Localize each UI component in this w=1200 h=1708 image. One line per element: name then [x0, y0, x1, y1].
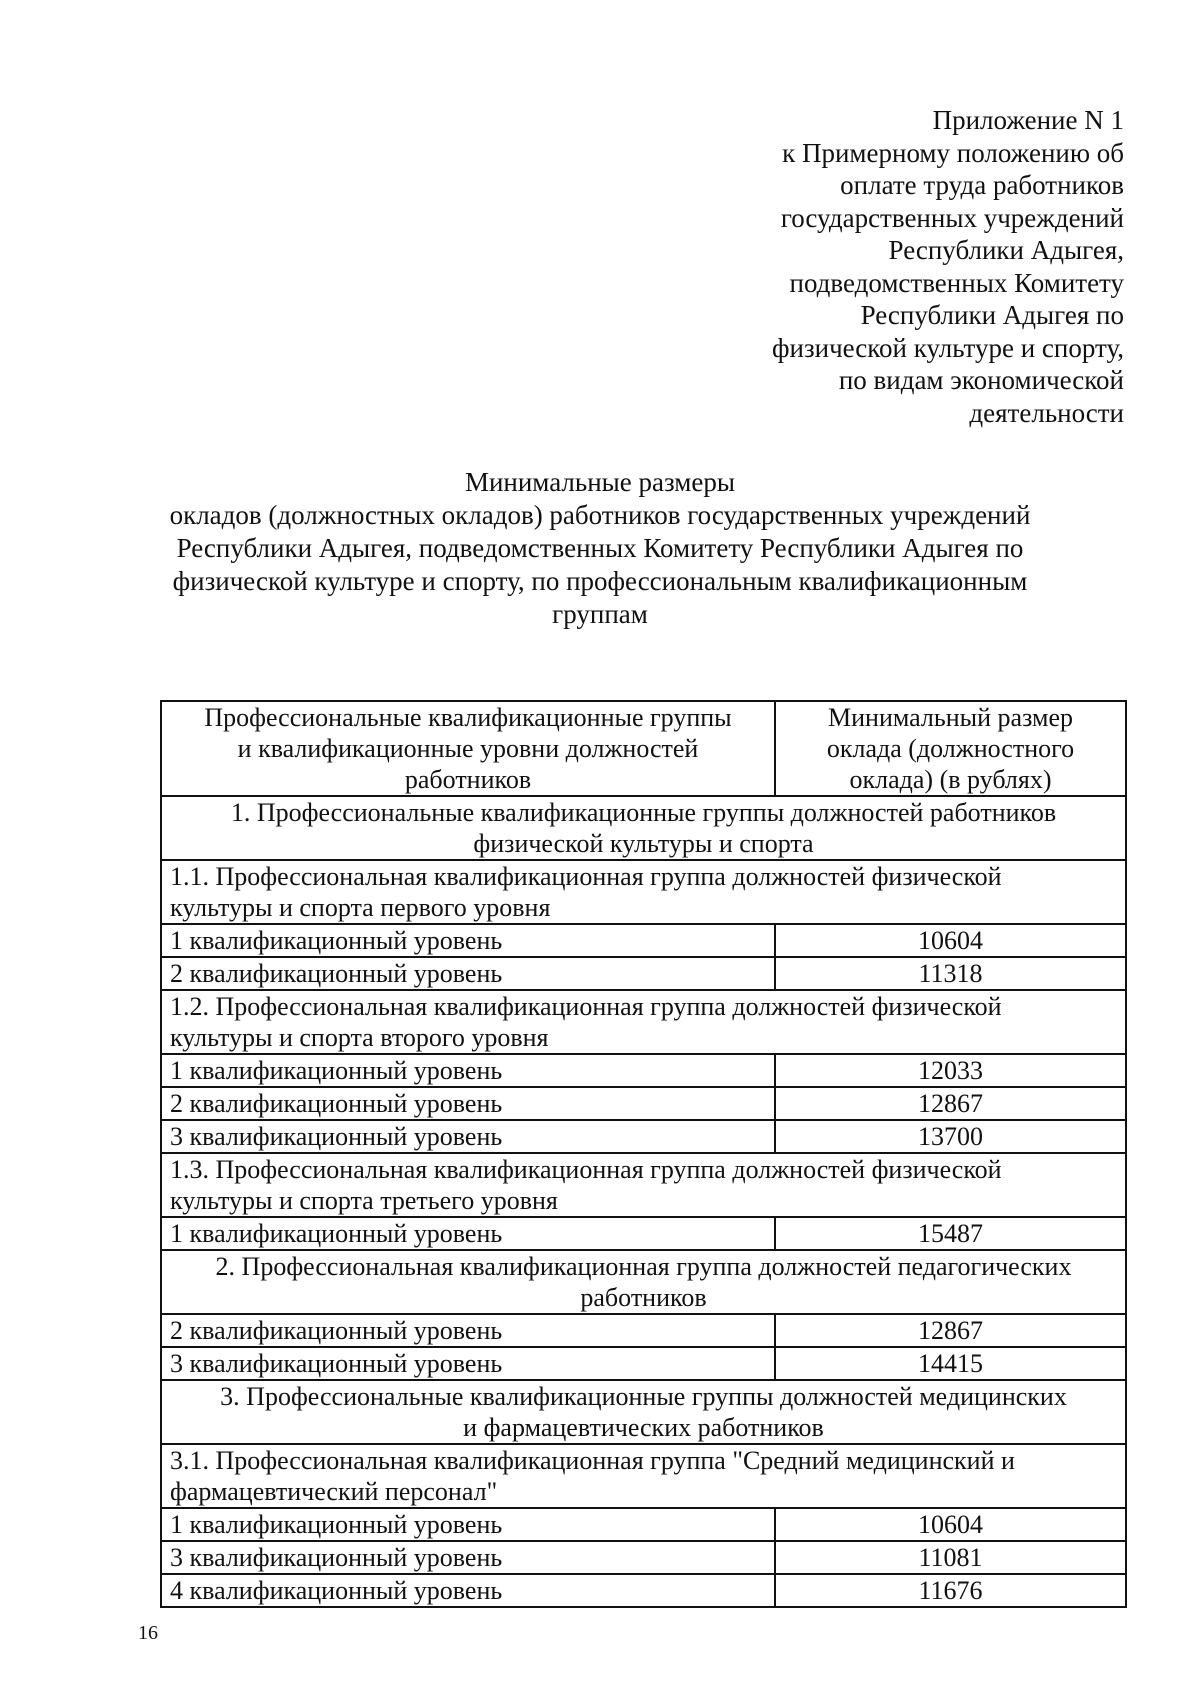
level-name-cell: 3 квалификационный уровень	[161, 1347, 775, 1380]
table-row	[161, 1217, 1126, 1250]
appendix-line: оплате труда работников	[840, 170, 1124, 200]
header-cell-groups	[161, 701, 775, 796]
level-name-cell: 3 квалификационный уровень	[161, 1120, 775, 1153]
header-line: оклада) (в рублях)	[849, 765, 1052, 794]
section-cell	[161, 1153, 1126, 1217]
salary-value-cell: 11318	[775, 957, 1126, 990]
section-line: культуры и спорта третьего уровня	[170, 1186, 558, 1215]
section-cell	[161, 1250, 1126, 1314]
header-line: Минимальный размер	[828, 703, 1073, 732]
table-header-row	[161, 701, 1126, 796]
table-section-row	[161, 1153, 1126, 1217]
level-name-cell: 2 квалификационный уровень	[161, 1314, 775, 1347]
section-line: 1.2. Профессиональная квалификационная группа должностей физической	[170, 992, 1002, 1021]
appendix-reference	[664, 104, 1124, 429]
table-row	[161, 1087, 1126, 1120]
title-line: Республики Адыгея, подведомственных Комитету Республики Адыгея по	[176, 533, 1024, 563]
level-name-cell: 2 квалификационный уровень	[161, 957, 775, 990]
section-line: и фармацевтических работников	[463, 1413, 824, 1442]
title-line: физической культуре и спорту, по профессиональным квалификационным	[172, 566, 1028, 596]
section-cell	[161, 860, 1126, 924]
section-line: 2. Профессиональная квалификационная группа должностей педагогических	[215, 1252, 1072, 1281]
page-number: 16	[138, 1622, 158, 1644]
appendix-line: государственных учреждений	[780, 202, 1124, 233]
appendix-line: к Примерному положению об	[782, 137, 1124, 168]
table-row	[161, 1054, 1126, 1087]
salary-value-cell: 11676	[775, 1574, 1126, 1607]
level-name-cell: 1 квалификационный уровень	[161, 1054, 775, 1087]
section-line: 1.3. Профессиональная квалификационная группа должностей физической	[170, 1155, 1002, 1184]
appendix-line: подведомственных Комитету	[789, 267, 1124, 298]
table-row	[161, 1314, 1126, 1347]
table-row	[161, 1574, 1126, 1607]
title-line: Минимальные размеры	[464, 467, 736, 497]
section-line: 3.1. Профессиональная квалификационная группа "Средний медицинский и	[170, 1446, 1015, 1475]
salary-value-cell: 10604	[775, 924, 1126, 957]
table-section-row	[161, 1380, 1126, 1444]
salary-table	[160, 700, 1127, 1608]
table-row	[161, 1120, 1126, 1153]
appendix-line: деятельности	[969, 397, 1124, 428]
appendix-line: Республики Адыгея,	[888, 235, 1124, 265]
table-section-row	[161, 796, 1126, 860]
section-line: фармацевтический персонал"	[170, 1477, 498, 1506]
level-name-cell: 2 квалификационный уровень	[161, 1087, 775, 1120]
salary-value-cell: 12867	[775, 1087, 1126, 1120]
header-line: и квалификационные уровни должностей	[237, 734, 699, 763]
table-section-row	[161, 1250, 1126, 1314]
table-row	[161, 1508, 1126, 1541]
table-section-row	[161, 1444, 1126, 1508]
section-line: культуры и спорта первого уровня	[170, 893, 551, 922]
section-line: 1. Профессиональные квалификационные группы должностей работников	[230, 798, 1057, 827]
section-line: 3. Профессиональные квалификационные группы должностей медицинских	[220, 1382, 1067, 1411]
salary-value-cell: 14415	[775, 1347, 1126, 1380]
appendix-line: по видам экономической	[838, 365, 1124, 395]
section-line: работников	[580, 1283, 707, 1312]
salary-value-cell: 12033	[775, 1054, 1126, 1087]
level-name-cell: 1 квалификационный уровень	[161, 1508, 775, 1541]
appendix-line: Приложение N 1	[932, 105, 1124, 135]
appendix-line: физической культуре и спорту,	[772, 332, 1124, 363]
appendix-line: Республики Адыгея по	[860, 300, 1124, 330]
section-cell	[161, 1380, 1126, 1444]
section-line: физической культуры и спорта	[473, 829, 814, 858]
table-row	[161, 924, 1126, 957]
table-row	[161, 957, 1126, 990]
section-cell	[161, 990, 1126, 1054]
level-name-cell: 1 квалификационный уровень	[161, 924, 775, 957]
table-row	[161, 1541, 1126, 1574]
salary-value-cell: 15487	[775, 1217, 1126, 1250]
header-cell-salary	[775, 701, 1126, 796]
salary-value-cell: 11081	[775, 1541, 1126, 1574]
header-line: работников	[404, 765, 532, 794]
section-cell	[161, 796, 1126, 860]
section-cell	[161, 1444, 1126, 1508]
salary-value-cell: 13700	[775, 1120, 1126, 1153]
level-name-cell: 1 квалификационный уровень	[161, 1217, 775, 1250]
section-line: культуры и спорта второго уровня	[170, 1023, 549, 1052]
header-line: Профессиональные квалификационные группы	[204, 703, 732, 732]
title-line: окладов (должностных окладов) работников государственных учреждений	[169, 500, 1031, 530]
header-line: оклада (должностного	[826, 734, 1075, 763]
salary-value-cell: 10604	[775, 1508, 1126, 1541]
salary-value-cell: 12867	[775, 1314, 1126, 1347]
document-title	[100, 466, 1100, 631]
level-name-cell: 3 квалификационный уровень	[161, 1541, 775, 1574]
section-line: 1.1. Профессиональная квалификационная группа должностей физической	[170, 862, 1002, 891]
title-line: группам	[552, 599, 648, 629]
table-row	[161, 1347, 1126, 1380]
table-section-row	[161, 990, 1126, 1054]
level-name-cell: 4 квалификационный уровень	[161, 1574, 775, 1607]
table-section-row	[161, 860, 1126, 924]
